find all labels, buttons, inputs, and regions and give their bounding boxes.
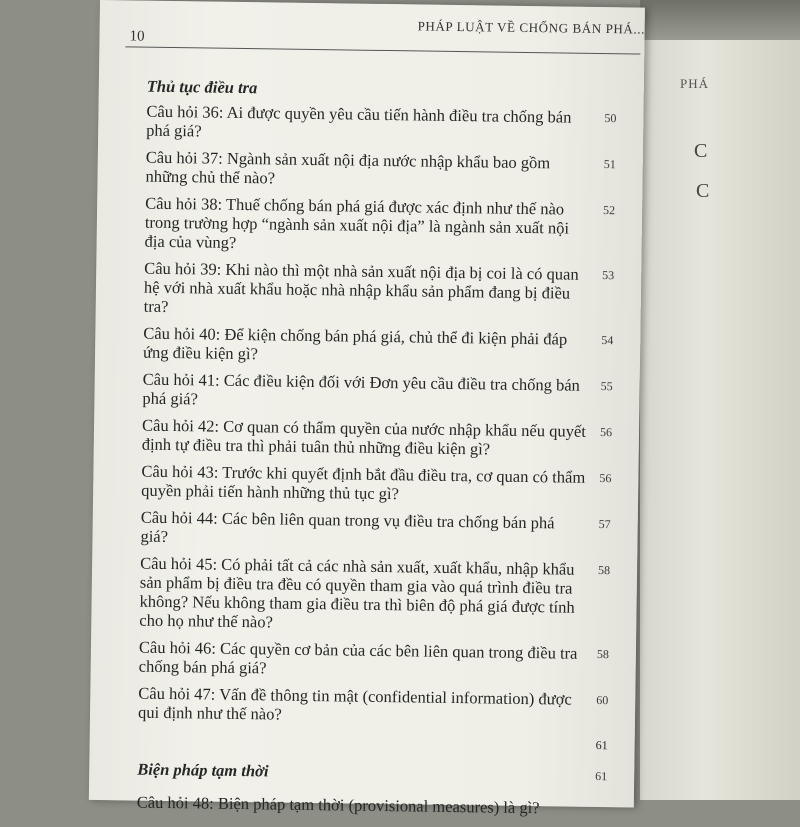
toc-entry-page: 51 — [603, 157, 616, 172]
background-dark-area — [640, 0, 800, 40]
toc-entry-page: 56 — [599, 471, 612, 486]
toc-entry — [145, 194, 616, 258]
toc-entry-page: 53 — [602, 268, 615, 283]
toc-entry-text: Câu hỏi 46: Các quyền cơ bản của các bên liên quan trong điều tra chống bán phá giá? — [138, 637, 578, 678]
page-header — [99, 0, 645, 56]
toc-entry — [142, 370, 612, 415]
toc-entry-text: Câu hỏi 47: Vấn đề thông tin mật (confidential information) được qui định như thế nào? — [137, 683, 572, 724]
toc-entry-text: Câu hỏi 43: Trước khi quyết định bắt đầu điều tra, cơ quan có thẩm quyền phải tiến hành những thủ tục gì? — [141, 461, 586, 504]
toc-entry-page: 54 — [601, 333, 614, 348]
header-rule — [125, 46, 640, 54]
toc-entry-page: 56 — [599, 425, 613, 440]
toc-entry-text: Câu hỏi 42: Cơ quan có thẩm quyền của nước nhập khẩu nếu quyết định tự điều tra thì phải tuân thủ những điều kiện gì? — [141, 415, 587, 459]
toc-entry — [140, 508, 610, 553]
toc-entry — [146, 102, 616, 147]
toc-entry-page: 57 — [598, 517, 611, 532]
facing-page-glyph: C — [694, 140, 708, 162]
toc-entry-page: 61 — [595, 768, 608, 784]
toc-entry-text: Câu hỏi 37: Ngành sản xuất nội địa nước nhập khẩu bao gồm những chủ thể nào? — [145, 147, 551, 188]
toc-entry-page: 55 — [600, 379, 613, 394]
section-title: Biện pháp tạm thời — [137, 759, 269, 781]
toc-entry — [145, 148, 615, 193]
toc-entry-text: Câu hỏi 36: Ai được quyền yêu cầu tiến hành điều tra chống bán phá giá? — [146, 101, 572, 141]
section-title: Thủ tục điều tra — [146, 76, 258, 98]
toc-entry-text: Câu hỏi 38: Thuế chống bán phá giá được xác định như thế nào trong trường hợp “ngành sản xuất nội địa” là ngành sản xuất nội địa của vùng? — [144, 193, 570, 252]
toc-entry-page: 58 — [597, 563, 611, 578]
toc-entry — [137, 793, 607, 819]
toc-entry-text: Câu hỏi 41: Các điều kiện đối với Đơn yêu cầu điều tra chống bán phá giá? — [142, 369, 580, 409]
toc-trailing-page: 61 — [595, 737, 608, 753]
running-title: PHÁP LUẬT VỀ CHỐNG BÁN PHÁ... — [417, 18, 646, 37]
toc-entry — [141, 462, 611, 507]
book-page — [89, 0, 646, 818]
toc-entry-text: Câu hỏi 40: Để kiện chống bán phá giá, chủ thể đi kiện phải đáp ứng điều kiện gì? — [142, 323, 568, 364]
toc-entry — [139, 554, 610, 637]
facing-page-header: PHÁ — [680, 76, 710, 91]
toc-entry — [144, 259, 615, 323]
toc-entry-page: 58 — [596, 647, 610, 662]
toc-entry-text: Câu hỏi 45: Có phải tất cả các nhà sản xuất, xuất khẩu, nhập khẩu sản phẩm bị điều tra đều có quyền tham gia vào quá trình điều tra không? Nếu không tham gia điều tra thì biên độ phá giá được tính cho họ như thế nào? — [139, 553, 575, 632]
toc-entry-page: 52 — [603, 203, 616, 218]
toc-entry — [139, 638, 609, 683]
toc-entry — [138, 684, 608, 729]
facing-page — [640, 40, 800, 800]
toc-entry-page: 60 — [596, 692, 609, 708]
table-of-contents — [137, 77, 617, 826]
facing-page-glyph: C — [696, 180, 710, 202]
toc-entry — [142, 416, 612, 461]
page-number: 10 — [129, 28, 145, 45]
section-heading-row — [137, 760, 607, 792]
toc-entry-text: Câu hỏi 48: Biện pháp tạm thời (provisional measures) là gì? — [136, 792, 540, 818]
toc-entry-text: Câu hỏi 39: Khi nào thì một nhà sản xuất nội địa bị coi là có quan hệ với nhà xuất khẩu hoặc nhà nhập khẩu sản phẩm đang bị điều tra? — [143, 258, 579, 316]
toc-entry-text: Câu hỏi 44: Các bên liên quan trong vụ điều tra chống bán phá giá? — [140, 507, 555, 547]
toc-entry — [143, 324, 613, 369]
toc-entry-page: 50 — [604, 111, 617, 126]
